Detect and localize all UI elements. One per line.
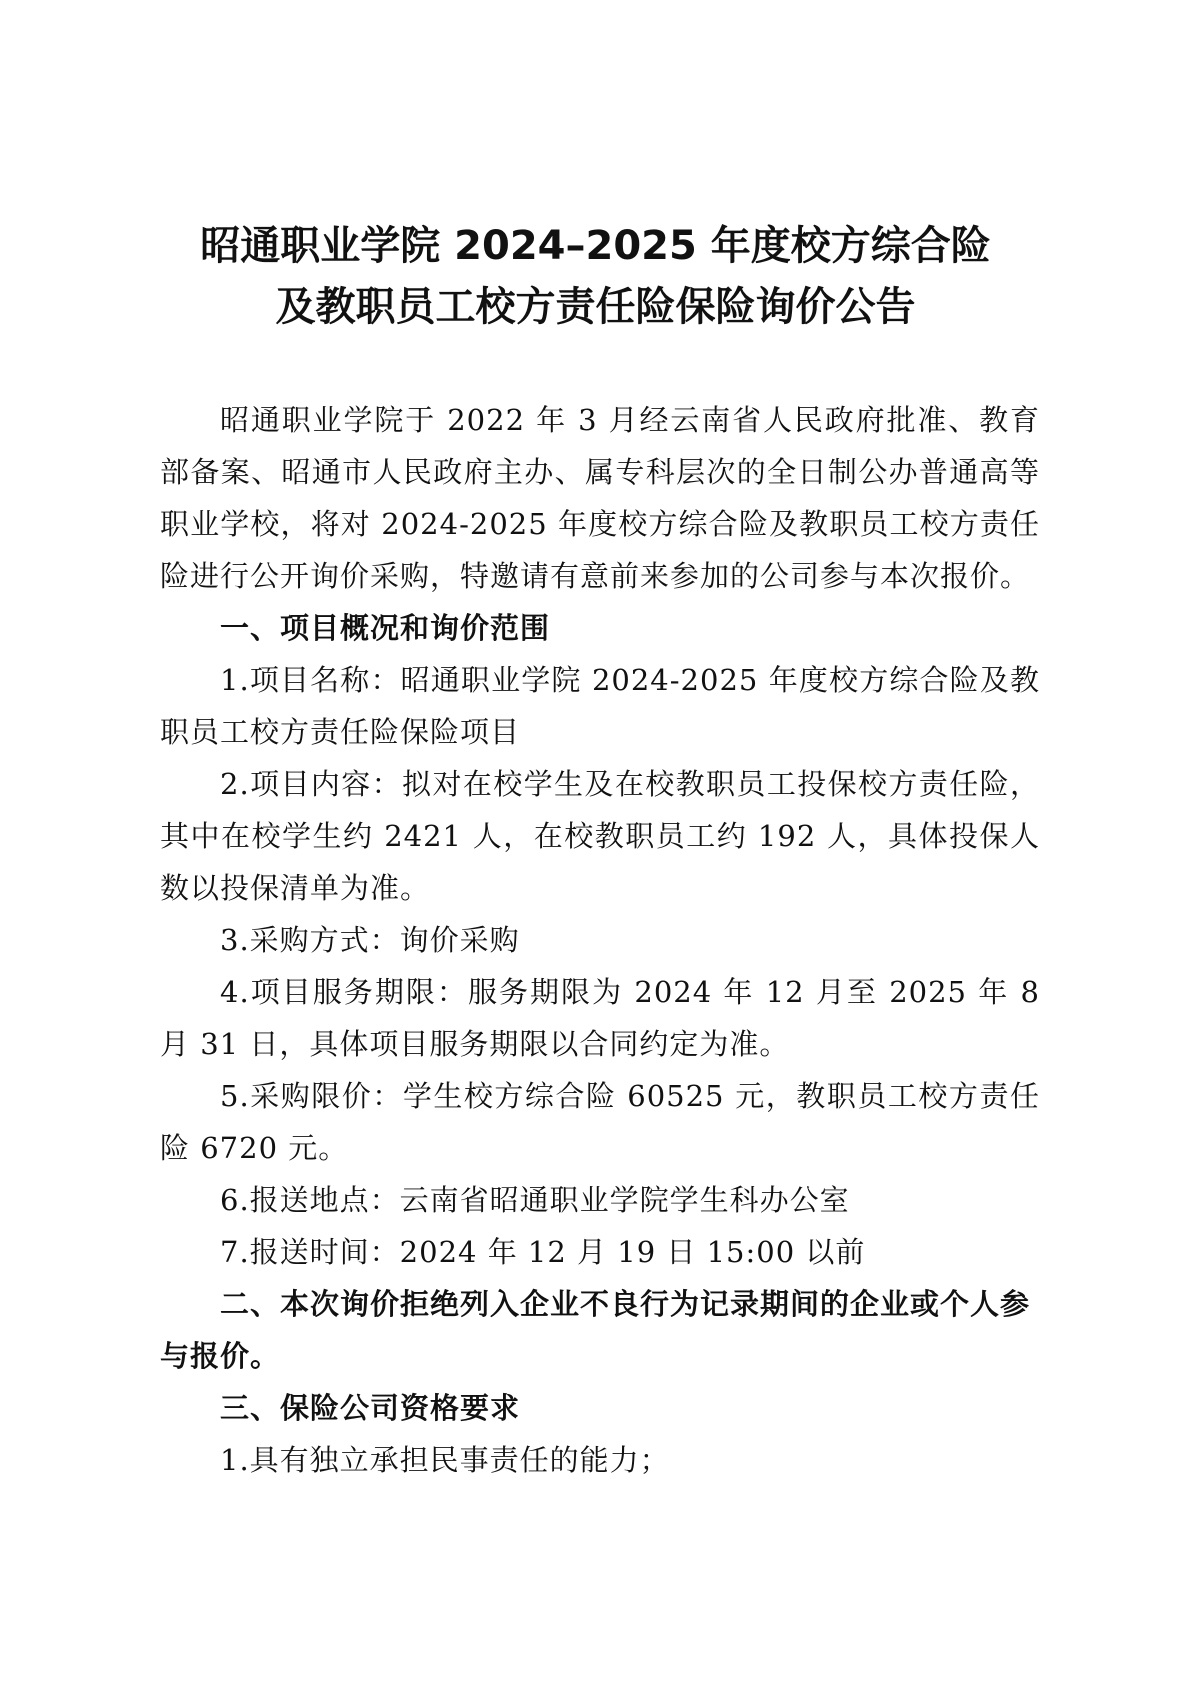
section-3-item-1: 1.具有独立承担民事责任的能力；: [220, 1443, 670, 1477]
section-1-item-3: 3.采购方式：询价采购: [220, 923, 520, 957]
document-title-line-2: 及教职员工校方责任险保险询价公告: [275, 284, 916, 330]
section-1-heading: 一、项目概况和询价范围: [220, 611, 551, 645]
section-1-item-2: 2.项目内容：拟对在校学生及在校教职员工投保校方责任险，其中在校学生约 2421 人，在校教职员工约 192 人，具体投保人数以投保清单为准。: [160, 767, 1040, 905]
document-body: [160, 394, 1040, 1486]
section-1-item-4: 4.项目服务期限：服务期限为 2024 年 12 月至 2025 年 8 月 31 日，具体项目服务期限以合同约定为准。: [160, 975, 1040, 1061]
section-1-item-1: 1.项目名称：昭通职业学院 2024-2025 年度校方综合险及教职员工校方责任险保险项目: [160, 663, 1040, 749]
section-1-item-6: 6.报送地点：云南省昭通职业学院学生科办公室: [220, 1183, 850, 1217]
section-3-heading: 三、保险公司资格要求: [220, 1391, 521, 1425]
intro-paragraph: 昭通职业学院于 2022 年 3 月经云南省人民政府批准、教育部备案、昭通市人民政府主办、属专科层次的全日制公办普通高等职业学校，将对 2024-2025 年度校方综合险及教职员工校方责任险进行公开询价采购，特邀请有意前来参加的公司参与本次报价。: [160, 403, 1040, 593]
section-2-heading: 二、本次询价拒绝列入企业不良行为记录期间的企业或个人参与报价。: [160, 1287, 1031, 1373]
section-1-item-5: 5.采购限价：学生校方综合险 60525 元，教职员工校方责任险 6720 元。: [160, 1079, 1040, 1165]
section-1-item-7: 7.报送时间：2024 年 12 月 19 日 15:00 以前: [220, 1235, 866, 1269]
document-title-line-1: 昭通职业学院 2024–2025 年度校方综合险: [200, 223, 991, 269]
